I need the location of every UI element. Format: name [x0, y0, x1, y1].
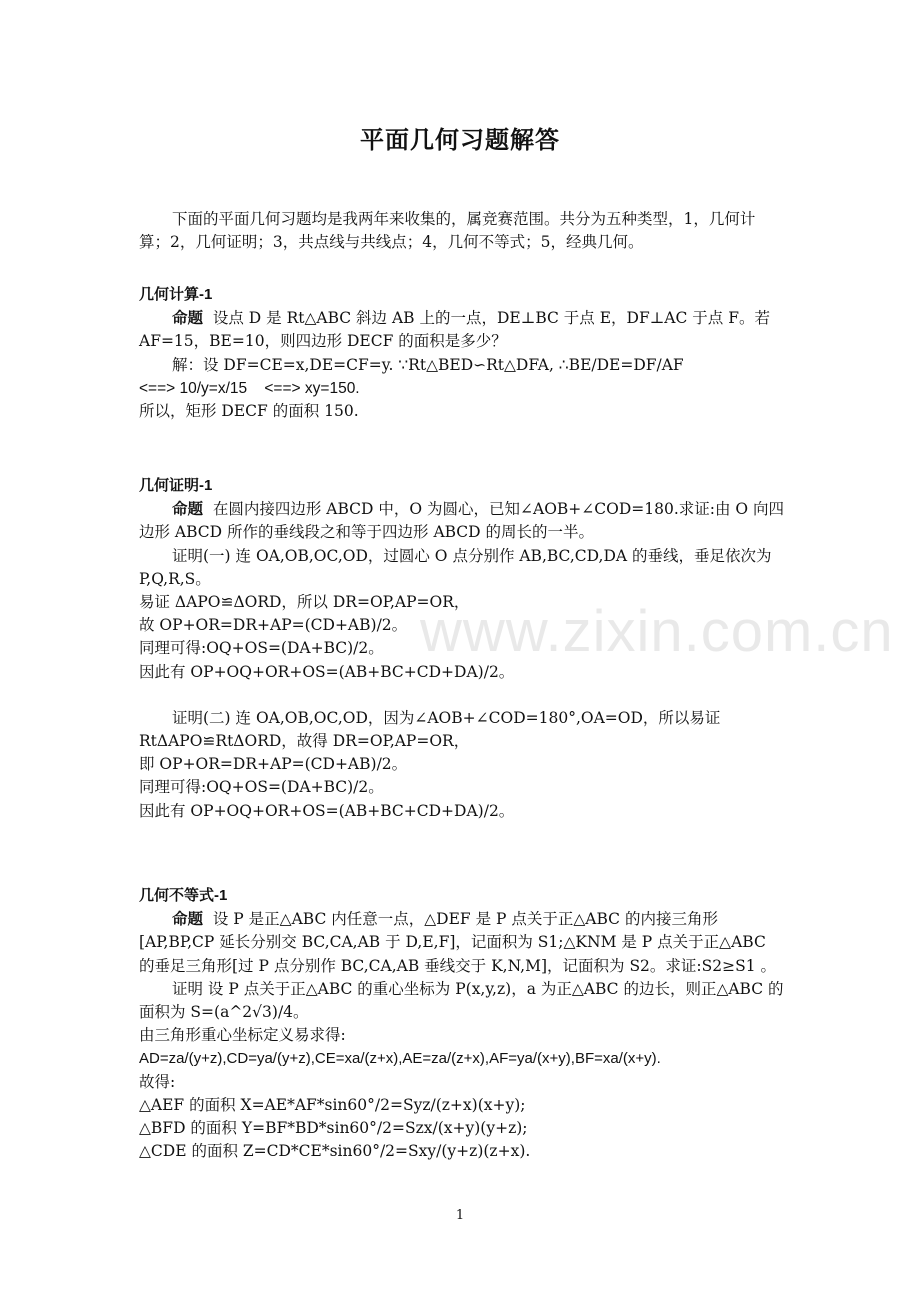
section-heading: 几何计算-1 — [139, 286, 213, 303]
section-heading: 几何证明-1 — [139, 477, 213, 494]
problem-label: 命题 — [172, 308, 204, 328]
problem-statement — [139, 306, 785, 353]
proof-line: 证明 设 P 点关于正△ABC 的重心坐标为 P(x,y,z)，a 为正△ABC 的边长，则正△ABC 的面积为 S=(a^2√3)/4。 — [139, 979, 784, 1022]
proof-line: 易证 ΔAPO≌ΔORD，所以 DR=OP,AP=OR， — [139, 593, 470, 612]
proof-line: △CDE 的面积 Z=CD*CE*sin60°/2=Sxy/(y+z)(z+x). — [139, 1142, 531, 1161]
problem-statement — [139, 497, 785, 544]
proof-line: 证明(一) 连 OA,OB,OC,OD，过圆心 O 点分别作 AB,BC,CD,DA 的垂线，垂足依次为 P,Q,R,S。 — [139, 546, 772, 588]
proof-line: 同理可得:OQ+OS=(DA+BC)/2。 — [139, 778, 384, 797]
proof-line: 由三角形重心坐标定义易求得: — [139, 1026, 346, 1045]
problem-text: 在圆内接四边形 ABCD 中，O 为圆心，已知∠AOB+∠COD=180.求证:由 O 向四边形 ABCD 所作的垂线段之和等于四边形 ABCD 的周长的一半。 — [139, 500, 785, 542]
watermark: www.zixin.com.cn — [420, 599, 894, 664]
proof-line: 故得: — [139, 1072, 176, 1091]
section-geometry-proof — [139, 474, 785, 823]
proof-line: 证明(二) 连 OA,OB,OC,OD，因为∠AOB+∠COD=180°,OA=OD，所以易证 RtΔAPO≌RtΔORD，故得 DR=OP,AP=OR， — [139, 708, 721, 751]
proof-line: 因此有 OP+OQ+OR+OS=(AB+BC+CD+DA)/2。 — [139, 662, 515, 681]
proof-line: △BFD 的面积 Y=BF*BD*sin60°/2=Szx/(x+y)(y+z); — [139, 1119, 528, 1138]
page-title: 平面几何习题解答 — [360, 125, 560, 154]
problem-label: 命题 — [172, 909, 204, 929]
page-number: 1 — [455, 1208, 465, 1223]
proof-line: 同理可得:OQ+OS=(DA+BC)/2。 — [139, 639, 384, 658]
section-heading: 几何不等式-1 — [139, 887, 228, 904]
solution-line: <==> 10/y=x/15 <==> xy=150. — [139, 379, 360, 397]
section-geometry-inequality — [139, 884, 785, 1163]
problem-statement — [139, 907, 785, 978]
intro-text: 下面的平面几何习题均是我两年来收集的，属竞赛范围。共分为五种类型，1，几何计算；2，几何证明；3，共点线与共线点；4，几何不等式；5，经典几何。 — [139, 210, 756, 252]
spacer — [139, 684, 785, 707]
problem-text: 设点 D 是 Rt△ABC 斜边 AB 上的一点，DE⊥BC 于点 E，DF⊥AC 于点 F。若 AF=15，BE=10，则四边形 DECF 的面积是多少？ — [139, 309, 770, 351]
section-geometry-calc — [139, 283, 785, 423]
solution-line: 所以，矩形 DECF 的面积 150. — [139, 402, 359, 421]
problem-text: 设 P 是正△ABC 内任意一点，△DEF 是 P 点关于正△ABC 的内接三角形 [AP,BP,CP 延长分别交 BC,CA,AB 于 D,E,F]，记面积为 S1;△KNM 是 P 点关于正△ABC 的垂足三角形[过 P 点分别作 BC,CA,AB 垂线交于 K,N,M]，记面积为 S2。求证:S2≥S1 。 — [139, 910, 777, 975]
solution-line: 解：设 DF=CE=x,DE=CF=y. ∵Rt△BED∽Rt△DFA, ∴BE/DE=DF/AF — [172, 355, 684, 374]
intro-paragraph — [139, 208, 785, 254]
proof-line: 故 OP+OR=DR+AP=(CD+AB)/2。 — [139, 616, 408, 635]
proof-line: △AEF 的面积 X=AE*AF*sin60°/2=Syz/(z+x)(x+y); — [139, 1095, 526, 1114]
proof-line: AD=za/(y+z),CD=ya/(y+z),CE=xa/(z+x),AE=za/(z+x),AF=ya/(x+y),BF=xa/(x+y). — [139, 1050, 661, 1068]
problem-label: 命题 — [172, 499, 204, 519]
proof-line: 即 OP+OR=DR+AP=(CD+AB)/2。 — [139, 755, 408, 774]
proof-line: 因此有 OP+OQ+OR+OS=(AB+BC+CD+DA)/2。 — [139, 801, 515, 820]
